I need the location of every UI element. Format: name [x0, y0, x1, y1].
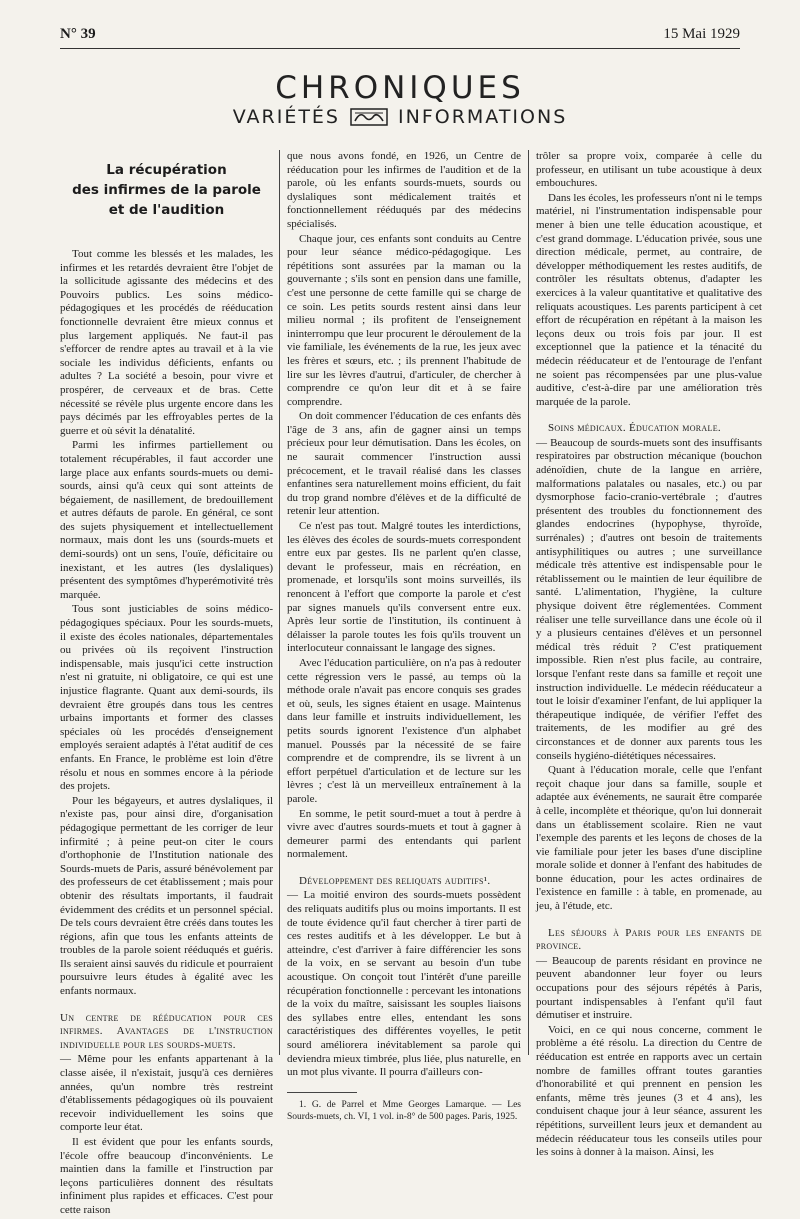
paragraph: Ce n'est pas tout. Malgré toutes les interdictions, les élèves des écoles de sourds-muets correspondent entre eux par gestes. Ils ne parlent qu'en classe, devant le professeur, mais en récréation, en promenade, et lorsqu'ils sont moins surveillés, ils renoncent à l'effort que comporte la parole et c'est par signes manuels qu'ils conversent entre eux. Après leur sortie de l'institution, ils continuent à délaisser la parole toutes les fois qu'ils trouvent un interlocuteur connaissant le langage des signes.	[287, 520, 521, 655]
column-1	[60, 150, 273, 1219]
paragraph: Chaque jour, ces enfants sont conduits au Centre pour leur séance médico-pédagogique. Les répétitions sont assurées par la maman ou la gouvernante ; s'ils sont en pension dans une famille, c'est une personne de cette famille qui se charge de ce soin. Les petits sourds restent ainsi dans leur milieu normal ; ils profitent de l'enseignement ininterrompu que leur procurent le déroulement de la vie familiale, les événements de la rue, les jeux avec les frères et sœurs, etc. ; ils prennent l'habitude de lire sur les lèvres d'autrui, d'articuler, de chercher à comprendre ce qu'on leur dit et à se faire comprendre.	[287, 232, 521, 408]
issue-date: 15 Mai 1929	[663, 26, 740, 42]
paragraph: Quant à l'éducation morale, celle que l'enfant reçoit chaque jour dans sa famille, souple et adaptée aux événements, ne saurait être comparée à celle, incomplète et théorique, qu'on lui donnerait dans un établissement scolaire. Rien ne vaut l'exemple des parents et les leçons de choses de la vie familiale pour jeter les bases d'une discipline morale solide et donner à l'enfant des habitudes de bonne éducation, pour les actes ordinaires de l'existence en famille : à table, en promenade, au jeu, à l'étude, etc.	[536, 764, 762, 913]
subsection-heading: Soins médicaux. Éducation morale.	[548, 422, 721, 435]
column-divider	[279, 150, 280, 1055]
paragraph: que nous avons fondé, en 1926, un Centre de rééducation pour les infirmes de l'audition et de la parole, où les enfants sourds-muets, sourds ou dyslaliques sont médicalement traités et fonctionnellement rééduqués par des médecins spécialisés.	[287, 150, 521, 230]
column-2	[287, 150, 521, 1124]
paragraph: Tous sont justiciables de soins médico-pédagogiques spéciaux. Pour les sourds-muets, il existe des écoles nationales, départementales ou privées où ils reçoivent l'instruction indispensable, mais jusqu'ici cette instruction n'est ni gratuite, ni obligatoire, ce qui est une injustice flagrante. Quant aux demi-sourds, ils devraient être groupés dans tous les centres urbains importants et former des classes spéciales où les procédés d'enseignement employés seraient adaptés à l'état auditif de ces enfants. En France, le problème est loin d'être résolu et nous en sommes encore à la période des projets.	[60, 603, 273, 793]
subsection-heading: Les séjours à Paris pour les enfants de province.	[536, 926, 762, 953]
paragraph: Dans les écoles, les professeurs n'ont ni le temps matériel, ni l'instrumentation indispensable pour mener à bien une telle éducation acoustique, et c'est grand dommage. L'éducation privée, sous une direction médicale, permet, au contraire, de développer méthodiquement les restes auditifs, de contrôler les résultats obtenus, d'adapter les exercices à la valeur quantitative et qualitative des reliquats acoustiques. Les parents participent à cet effort de récupération en répétant à la maison les leçons deux ou trois fois par jour. Il est exceptionnel que la patience et la ténacité du médecin rééducateur et de l'entourage de l'enfant ne soient pas récompensées par une plus-value auditive, c'est-à-dire par une amélioration très marquée de la parole.	[536, 191, 762, 408]
paragraph: Avec l'éducation particulière, on n'a pas à redouter cette régression vers le passé, au temps où la méthode orale n'avait pas encore conquis ses grades et où, seuls, les signes étaient en usage. Maintenus dans leur famille et instruits individuellement, les petits sourds ignorent l'existence d'un alphabet manuel. Poussés par la nécessité de se faire comprendre et de comprendre, ils se livrent à un effort perpétuel d'articulation et de lecture sur les lèvres ; c'est là un merveilleux entraînement à la parole.	[287, 656, 521, 805]
article-title: La récupération des infirmes de la parole et de l'audition	[72, 162, 261, 218]
subtitle-right-word: INFORMATIONS	[398, 106, 568, 128]
column-divider	[528, 150, 529, 1055]
paragraph: — Même pour les enfants appartenant à la classe aisée, il n'existait, jusqu'à ces dernières années, qu'un nombre très restreint d'établissements pédagogiques où ils pouvaient recevoir individuellement les soins que comporte leur état.	[60, 1053, 273, 1134]
masthead	[0, 70, 800, 128]
column-3	[536, 150, 762, 1161]
issue-number: N° 39	[60, 26, 96, 42]
paragraph: — La moitié environ des sourds-muets possèdent des reliquats auditifs plus ou moins importants. Il est de toute évidence qu'il faut chercher à tirer parti de ces restes auditifs et à les développer. Le but à atteindre, c'est d'arriver à faire différencier les sons de la voix, en se servant au besoin d'un tube acoustique. On conçoit tout l'intérêt d'une pareille récupération fonctionnelle : percevant les intonations de la voix du maître, saisissant les souples liaisons des syllabes entre elles, entendant les sons caractéristiques des différentes voyelles, le petit sourd améliorera inévitablement sa parole qui deviendra mieux timbrée, plus liée, plus naturelle, en un mot plus vivante. Il pourra d'ailleurs con-	[287, 889, 521, 1079]
subsection-heading: Un centre de rééducation pour ces infirmes. Avantages de l'instruction individuelle pour les sourds-muets.	[60, 1011, 273, 1051]
paragraph: En somme, le petit sourd-muet a tout à perdre à vivre avec d'autres sourds-muets et tout à gagner à demeurer parmi des entendants qui parlent normalement.	[287, 807, 521, 861]
paragraph: trôler sa propre voix, comparée à celle du professeur, en utilisant un tube acoustique à deux embouchures.	[536, 150, 762, 190]
footnote-rule	[287, 1092, 357, 1093]
paragraph: Parmi les infirmes partiellement ou totalement récupérables, il faut accorder une large place aux enfants sourds-muets ou demi-sourds, ainsi qu'à ceux qui sont atteints de bégaiement, de nasillement, de bredouillement et autres défauts de parole. En général, ce sont des sujets physiquement et intellectuellement normaux, mais dont les uns (sourds-muets et demi-sourds) ont un sens, l'ouïe, déficitaire ou inexistant, et les autres (les dyslaliques) présentent des symptômes d'hyperémotivité très marquée.	[60, 439, 273, 601]
paragraph: — Beaucoup de sourds-muets sont des insuffisants respiratoires par obstruction mécanique (bouchon adénoïdien, chute de la langue en arrière, malformations palatales ou nasales, etc.) ou par dysmorphose facio-cranio-vertébrale ; d'autres présentent des troubles du fonctionnement des glandes endocrines (hypophyse, thyroïde, surrénales) ; d'autres ont besoin de traitements antisyphilitiques ou autres ; une surveillance médicale très attentive est indispensable pour le rétablissement ou le maintien de leur équilibre de santé. L'alimentation, l'hygiène, la culture physique doivent être réglementées. Comment réaliser une telle surveillance dans une école où il y a plusieurs centaines d'élèves et un personnel médical très réduit ? C'est pratiquement impossible. Rien n'est plus facile, au contraire, lorsque l'enfant reste dans sa famille et reçoit une instruction individuelle. Le médecin rééducateur a tout le loisir d'examiner l'enfant, de lui appliquer la thérapeutique indiquée, de vérifier l'effet des traitements, de les modifier au gré des circonstances et de donner aux parents tous les conseils hygiéno-diététiques nécessaires.	[536, 436, 762, 762]
footnote: 1. G. de Parrel et Mme Georges Lamarque. — Les Sourds-muets, ch. VI, 1 vol. in-8° de 500 pages. Paris, 1925.	[287, 1099, 521, 1122]
paragraph: Voici, en ce qui nous concerne, comment le problème a été résolu. La direction du Centre de rééducation est entrée en rapports avec un certain nombre de familles offrant toutes garanties d'honorabilité et qui prennent en pension les enfants, même très jeunes (3 et 4 ans), les conduisent chaque jour à leur séance, assurent les répétitions, surveillent leurs jeux et demandent au médecin rééducateur tous les conseils utiles pour les soins à donner à la maison. Ainsi, les	[536, 1023, 762, 1159]
subtitle-left-word: VARIÉTÉS	[232, 106, 340, 128]
paragraph: Pour les bégayeurs, et autres dyslaliques, il n'existe pas, pour ainsi dire, d'organisation pédagogique permettant de les corriger de leur infirmité ; à peine peut-on citer le cours d'orthophonie de l'Institution nationale des Sourds-muets de Paris, assuré bénévolement par des professeurs de cet établissement ; mais pour obtenir des résultats importants, il faudrait évidemment des crédits et un personnel spécial. De tels cours devraient être créés dans toutes les régions, afin que tous les enfants atteints de troubles de la parole soient rééduqués et guéris. Ils seraient ainsi sauvés du ridicule et pourraient poursuivre leurs études à égalité avec les enfants normaux.	[60, 794, 273, 998]
paragraph: Il est évident que pour les enfants sourds, l'école offre beaucoup d'inconvénients. Le maintien dans la famille et l'instruction par leçons particulières donnent des résultats infiniment plus rapides et efficaces. C'est pour cette raison	[60, 1136, 273, 1216]
paragraph: — Beaucoup de parents résidant en province ne peuvent abandonner leur foyer ou leurs occupations pour des séjours répétés à Paris, pourtant indispensables à l'enfant qu'il faut démutiser et instruire.	[536, 954, 762, 1022]
ornament-icon	[350, 108, 388, 126]
subsection-heading: Développement des reliquats auditifs¹.	[299, 874, 491, 887]
paragraph: Tout comme les blessés et les malades, les infirmes et les retardés devraient être l'objet de la sollicitude agissante des médecins et des Pouvoirs publics. Les soins médico-pédagogiques et les procédés de rééducation fonctionnelle devraient être mieux connus et plus largement appliqués. Ne faut-il pas s'efforcer de rendre aptes au travail et à la vie sociale les individus déficients, enfants ou adultes ? La société a besoin, pour vivre et prospérer, de cerveaux et de bras. Cette nécessité se révèle plus urgente encore dans les pays décimés par les effroyables pertes de la guerre et où sévit la dénatalité.	[60, 248, 273, 437]
paragraph: On doit commencer l'éducation de ces enfants dès l'âge de 3 ans, afin de gagner ainsi un temps précieux pour leur démutisation. Dans les écoles, on ne saurait commencer l'instruction aussi précocement, et le travail réalisé dans les classes enfantines sera naturellement moins efficient, du fait du trop grand nombre d'élèves et de la difficulté de retenir leur attention.	[287, 410, 521, 518]
section-subtitle	[0, 106, 800, 128]
section-title: CHRONIQUES	[275, 70, 525, 106]
header-rule	[60, 48, 740, 49]
